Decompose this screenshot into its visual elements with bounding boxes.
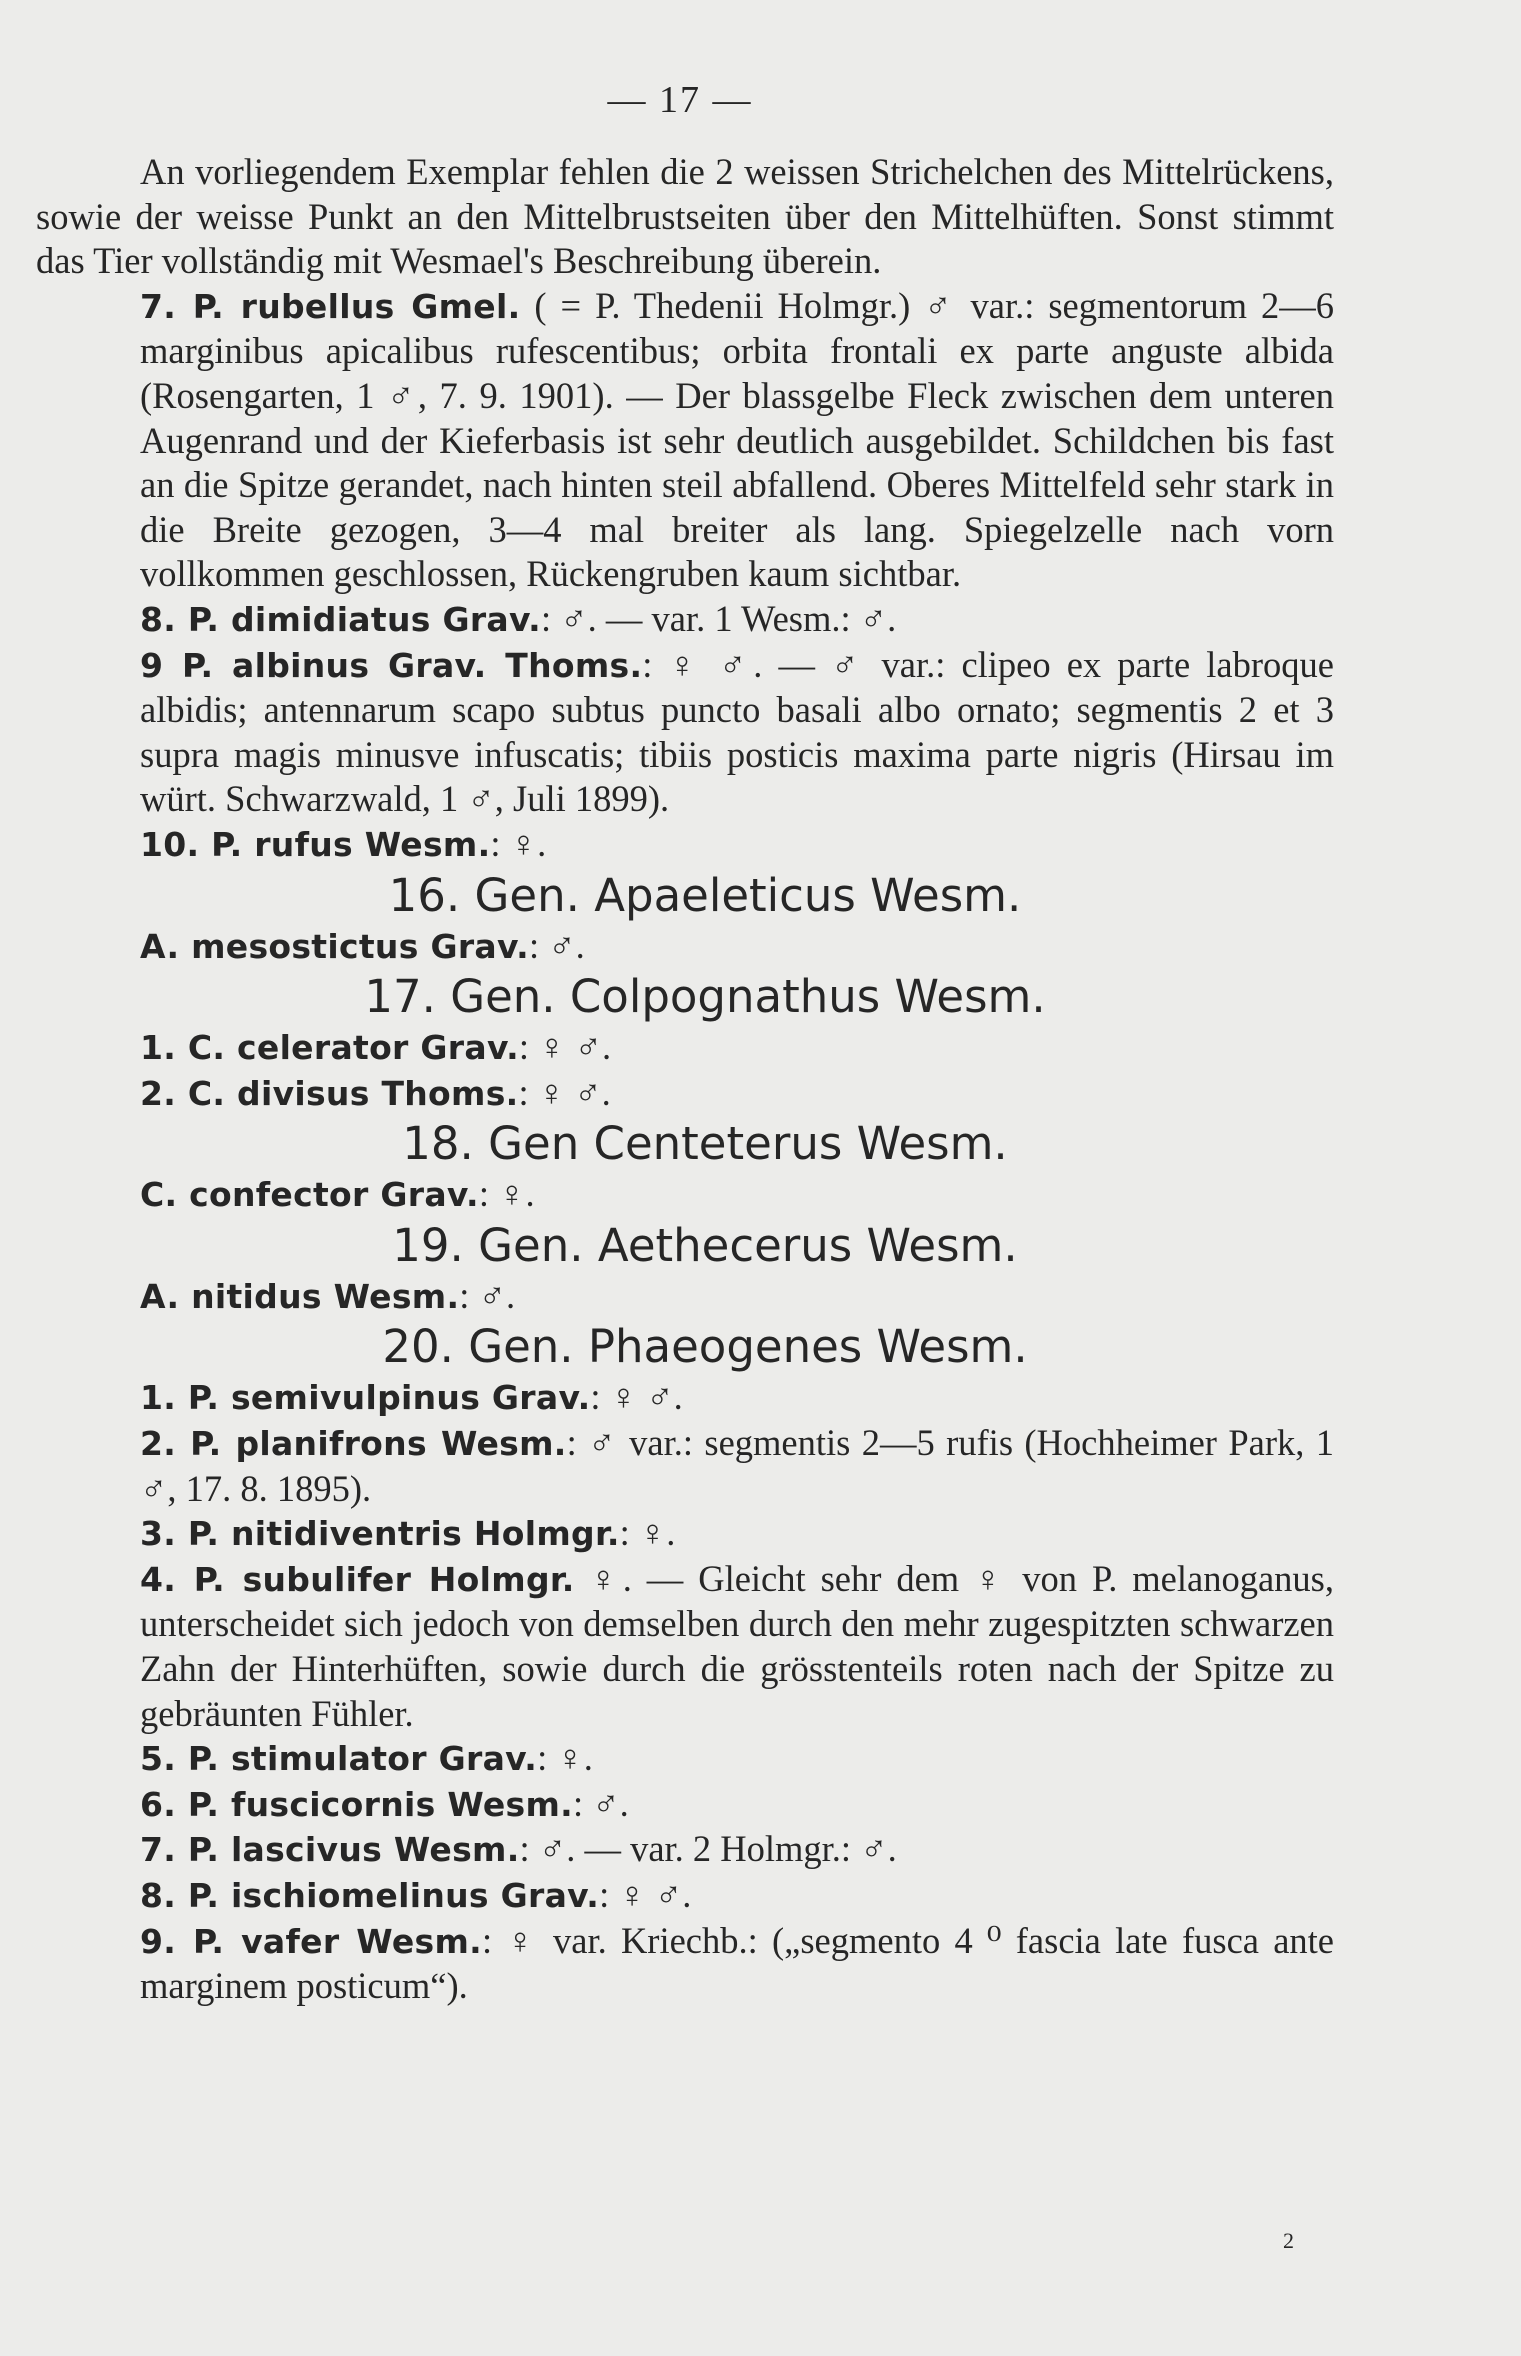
list-item [36, 822, 1334, 868]
species-name: 1. C. celerator Grav. [140, 1028, 519, 1068]
list-item [36, 924, 1334, 970]
species-text: : ♂. — var. 2 Holmgr.: ♂. [519, 1828, 897, 1870]
list-item [36, 1375, 1334, 1421]
species-name: 9. P. vafer Wesm. [140, 1921, 482, 1961]
species-name: 7. P. rubellus Gmel. [140, 286, 521, 326]
species-name: 9 P. albinus Grav. Thoms. [140, 645, 643, 685]
list-item [36, 1782, 1334, 1828]
genus-heading: 19. Gen. Aethecerus Wesm. [392, 1218, 1018, 1272]
species-text: : ♀ ♂. — ♂ var.: clipeo ex parte labroque albidis; antennarum scapo subtus puncto basali albo ornato; segmentis 2 et 3 supra magis minusve infuscatis; tibiis posticis maxima parte nigris (Hirsau im würt. Schwarzwald, 1 ♂, Juli 1899). [140, 643, 1334, 820]
list-item [36, 1274, 1334, 1320]
page-number: — 17 — [607, 79, 753, 121]
list-item [36, 284, 1334, 597]
signature-mark: 2 [1283, 2228, 1294, 2253]
list-item [36, 1919, 1334, 2009]
genus-heading: 16. Gen. Apaeleticus Wesm. [388, 868, 1022, 922]
genus-heading: 18. Gen Centeterus Wesm. [402, 1117, 1008, 1171]
intro-paragraph: An vorliegendem Exemplar fehlen die 2 weissen Strichelchen des Mittelrückens, sowie der weisse Punkt an den Mittelbrustseiten über den Mittelhüften. Sonst stimmt das Tier vollständig mit Wesmael's Beschreibung überein. [36, 151, 1334, 282]
species-text: : ♂ var.: segmentis 2—5 rufis (Hochheimer Park, 1 ♂, 17. 8. 1895). [140, 1422, 1334, 1509]
list-item [36, 1421, 1334, 1511]
species-name: 10. P. rufus Wesm. [140, 824, 491, 864]
species-text: : ♀. [619, 1512, 676, 1554]
list-item [36, 1172, 1334, 1218]
species-name: A. nitidus Wesm. [140, 1276, 460, 1316]
species-text: : ♂. [528, 924, 585, 966]
species-name: 1. P. semivulpinus Grav. [140, 1378, 591, 1418]
genus-heading: 20. Gen. Phaeogenes Wesm. [382, 1320, 1028, 1374]
species-text: : ♀ var. Kriechb.: („segmento 4 ⁰ fascia late fusca ante marginem posticum“). [140, 1919, 1334, 2007]
species-text: : ♀ ♂. [518, 1071, 611, 1113]
species-name: 8. P. dimidiatus Grav. [140, 599, 541, 639]
species-name: 7. P. lascivus Wesm. [140, 1830, 520, 1870]
species-name: 4. P. subulifer Holmgr. [140, 1559, 575, 1599]
species-name: 6. P. fuscicornis Wesm. [140, 1784, 574, 1824]
list-item [36, 1736, 1334, 1782]
list-item [36, 1557, 1334, 1736]
species-name: A. mesostictus Grav. [140, 926, 529, 966]
species-name: C. confector Grav. [140, 1175, 479, 1215]
genus-heading: 17. Gen. Colpognathus Wesm. [364, 970, 1046, 1024]
species-text: : ♂. — var. 1 Wesm.: ♂. [540, 597, 897, 639]
species-text: : ♀. [478, 1173, 535, 1215]
species-text: : ♀ ♂. [590, 1376, 683, 1418]
species-text: : ♀. [490, 822, 547, 864]
list-item [36, 1025, 1334, 1071]
species-name: 3. P. nitidiventris Holmgr. [140, 1514, 620, 1554]
species-text: ( = P. Thedenii Holmgr.) ♂ var.: segmentorum 2—6 marginibus apicalibus rufescentibus; orbita frontali ex parte anguste albida (Rosengarten, 1 ♂, 7. 9. 1901). — Der blassgelbe Fleck zwischen dem unteren Augenrand und der Kieferbasis ist sehr deutlich ausgebildet. Schildchen bis fast an die Spitze gerandet, nach hinten steil abfallend. Oberes Mittelfeld sehr stark in die Breite gezogen, 3—4 mal breiter als lang. Spiegelzelle nach vorn vollkommen geschlossen, Rückengruben kaum sichtbar. [140, 284, 1334, 595]
species-name: 2. C. divisus Thoms. [140, 1073, 519, 1113]
list-item [36, 597, 1334, 643]
species-name: 2. P. planifrons Wesm. [140, 1424, 567, 1464]
page-body [36, 150, 1334, 2009]
list-item [36, 1511, 1334, 1557]
list-item [36, 643, 1334, 822]
species-text: : ♀ ♂. [518, 1026, 612, 1068]
species-text: : ♀. [537, 1737, 593, 1779]
species-text: : ♂. [459, 1274, 516, 1316]
species-text: ♀. — Gleicht sehr dem ♀ von P. melanoganus, unterscheidet sich jedoch von demselben durch den mehr zugespitzten schwarzen Zahn der Hinterhüften, sowie durch die grösstenteils roten nach der Spitze zu gebräunten Fühler. [140, 1557, 1334, 1734]
species-name: 8. P. ischiomelinus Grav. [140, 1876, 600, 1915]
list-item [36, 1827, 1334, 1873]
species-text: : ♂. [573, 1782, 629, 1824]
list-item [36, 1071, 1334, 1117]
list-item [36, 1873, 1334, 1919]
species-name: 5. P. stimulator Grav. [140, 1739, 538, 1779]
species-text: : ♀ ♂. [599, 1874, 692, 1915]
